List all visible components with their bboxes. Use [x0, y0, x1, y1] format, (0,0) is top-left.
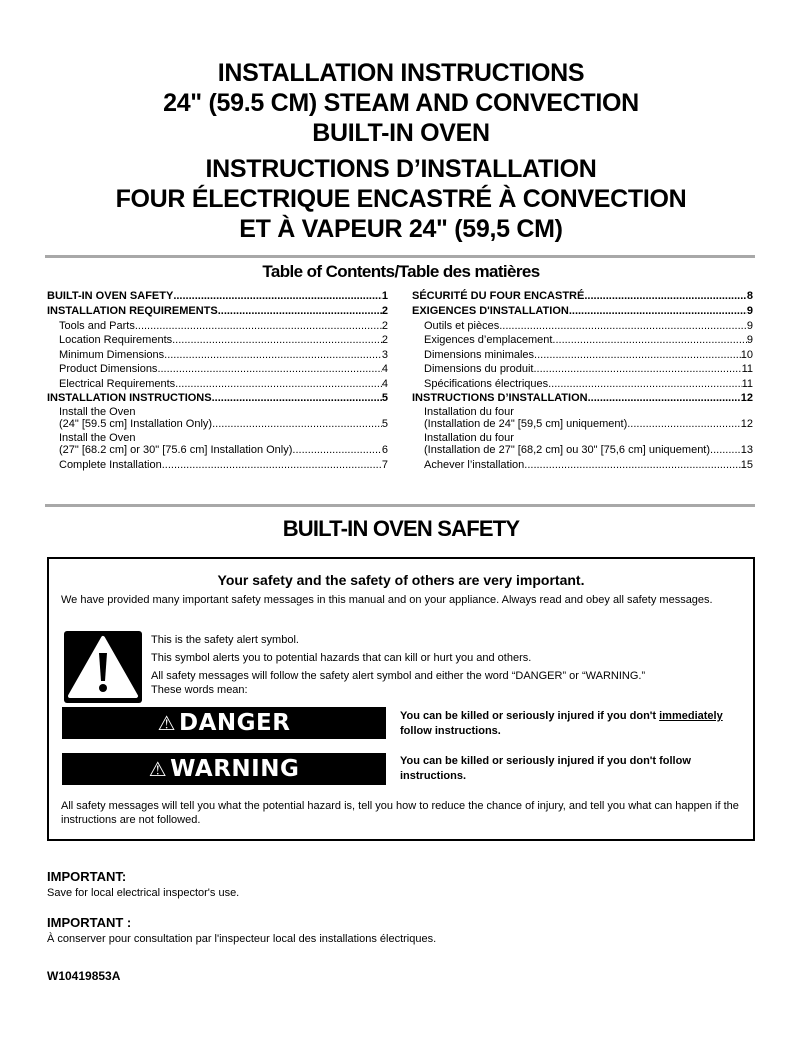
- toc-entry-title: (24" [59.5 cm] Installation Only): [59, 418, 213, 431]
- toc-page-number: 10: [740, 348, 753, 361]
- toc-entry[interactable]: [412, 444, 753, 456]
- toc-page-number: 5: [381, 418, 388, 431]
- toc-entry-title: Dimensions minimales: [424, 348, 535, 361]
- toc-entry[interactable]: [412, 391, 753, 406]
- dot-leader: [173, 289, 382, 304]
- dot-leader: [164, 348, 382, 362]
- toc-page-number: 9: [746, 305, 753, 317]
- danger-signal-word: [62, 707, 386, 739]
- divider: [45, 504, 755, 507]
- toc-entry-line1: Installation du four: [424, 432, 514, 445]
- warning-signal-word: [62, 753, 386, 785]
- divider: [45, 255, 755, 258]
- toc-entry[interactable]: [47, 333, 388, 347]
- toc-entry-title: INSTRUCTIONS D’INSTALLATION: [412, 392, 588, 405]
- toc-entry-title: INSTALLATION INSTRUCTIONS: [47, 392, 212, 405]
- dot-leader: [175, 377, 382, 391]
- toc-entry-title: Minimum Dimensions: [59, 348, 165, 361]
- danger-text-part: You can be killed or seriously injured if you don't: [400, 710, 660, 722]
- toc-entry-title: (Installation de 24" [59,5 cm] uniquement): [424, 418, 628, 431]
- dot-leader: [548, 377, 741, 391]
- important-text-en: Save for local electrical inspector's use.: [47, 887, 240, 899]
- toc-entry-title: (Installation de 27" [68,2 cm] ou 30" [75,6 cm] uniquement): [424, 444, 711, 457]
- toc-entry[interactable]: [412, 377, 753, 391]
- dot-leader: [218, 304, 382, 319]
- title-line: BUILT-IN OVEN: [312, 119, 490, 147]
- toc-page-number: 3: [381, 348, 388, 361]
- dot-leader: [292, 444, 381, 456]
- toc-page-number: 7: [381, 459, 388, 472]
- safety-intro: We have provided many important safety messages in this manual and on your appliance. Always read and obey all safety messages.: [61, 594, 713, 606]
- toc-entry[interactable]: [47, 348, 388, 362]
- toc-entry-title: Achever l’installation: [424, 459, 525, 472]
- dot-leader: [212, 391, 382, 406]
- toc-entry[interactable]: [412, 362, 753, 376]
- alert-line: All safety messages will follow the safety alert symbol and either the word “DANGER” or “WARNING.”: [151, 670, 646, 682]
- toc-page-number: 1: [381, 290, 388, 302]
- toc-entry-title: Location Requirements: [59, 334, 173, 347]
- toc-page-number: 2: [381, 320, 388, 332]
- warning-text: You can be killed or seriously injured if you don't follow instructions.: [400, 755, 691, 782]
- alert-line: This symbol alerts you to potential hazards that can kill or hurt you and others.: [151, 652, 532, 664]
- toc-entry-line1: Install the Oven: [59, 432, 136, 445]
- toc-page-number: 11: [741, 377, 753, 390]
- dot-leader: [172, 333, 382, 347]
- dot-leader: [162, 458, 382, 472]
- toc-entry[interactable]: [47, 362, 388, 376]
- toc-entry-title: Complete Installation: [59, 459, 162, 472]
- dot-leader: [569, 304, 747, 319]
- danger-text-part: follow instructions.: [400, 725, 501, 737]
- toc-page-number: 9: [746, 334, 753, 347]
- safety-footer: All safety messages will tell you what the potential hazard is, tell you how to reduce the chance of injury, and tell you what can happen if the instructions are not followed.: [61, 800, 739, 826]
- safety-box: [47, 557, 755, 841]
- toc-entry[interactable]: [412, 458, 753, 472]
- toc-entry[interactable]: [47, 377, 388, 391]
- dot-leader: [499, 319, 747, 333]
- dot-leader: [533, 362, 741, 376]
- important-label-fr: IMPORTANT :: [47, 915, 132, 930]
- danger-label: DANGER: [178, 710, 291, 736]
- toc-entry-title: (27" [68.2 cm] or 30" [75.6 cm] Installation Only): [59, 444, 293, 457]
- toc-entry-title: Spécifications électriques: [424, 377, 549, 390]
- toc-entry-title: BUILT-IN OVEN SAFETY: [47, 290, 174, 302]
- toc-page-number: 12: [740, 392, 753, 405]
- toc-entry[interactable]: [412, 304, 753, 319]
- title-line: 24" (59.5 CM) STEAM AND CONVECTION: [163, 89, 639, 117]
- dot-leader: [584, 289, 747, 304]
- toc-page-number: 8: [746, 290, 753, 302]
- alert-triangle-icon: ⚠: [148, 757, 168, 781]
- dot-leader: [157, 362, 381, 376]
- safety-alert-icon: [64, 631, 142, 703]
- toc-page-number: 11: [741, 363, 753, 376]
- toc-page-number: 4: [381, 363, 388, 376]
- title-fr: [0, 154, 802, 244]
- danger-text: [400, 709, 750, 739]
- title-line: FOUR ÉLECTRIQUE ENCASTRÉ À CONVECTION: [115, 185, 687, 213]
- toc-entry[interactable]: [47, 444, 388, 456]
- toc-page-number: 5: [381, 392, 388, 405]
- title-line: INSTRUCTIONS D’INSTALLATION: [205, 155, 597, 183]
- alert-explanation: [151, 633, 645, 697]
- title-en: [0, 58, 802, 148]
- toc-entry[interactable]: [47, 289, 388, 304]
- dot-leader: [552, 333, 746, 347]
- toc-page-number: 2: [381, 305, 388, 317]
- toc-entry[interactable]: [412, 333, 753, 347]
- important-text-fr: À conserver pour consultation par l'inspecteur local des installations électriques.: [47, 933, 437, 945]
- toc-entry-line1: Installation du four: [424, 406, 514, 419]
- toc-entry[interactable]: [47, 319, 388, 333]
- important-label-en: IMPORTANT:: [47, 869, 127, 884]
- toc-entry-title: Product Dimensions: [59, 363, 158, 376]
- dot-leader: [212, 418, 382, 430]
- toc-page-number: 9: [746, 320, 753, 332]
- dot-leader: [534, 348, 741, 362]
- toc-entry-title: SÉCURITÉ DU FOUR ENCASTRÉ: [412, 290, 585, 302]
- title-line: ET À VAPEUR 24" (59,5 CM): [239, 215, 563, 243]
- toc-entry-title: Electrical Requirements: [59, 377, 176, 390]
- section-heading: BUILT-IN OVEN SAFETY: [282, 516, 520, 541]
- toc-entry-title: Tools and Parts: [59, 320, 135, 332]
- document-title: [0, 58, 802, 244]
- toc-entry[interactable]: [412, 319, 753, 333]
- toc-entry[interactable]: [47, 391, 388, 406]
- dot-leader: [710, 444, 741, 456]
- toc-entry[interactable]: [412, 348, 753, 362]
- toc-page-number: 12: [740, 418, 753, 431]
- toc-entry-title: Exigences d’emplacement: [424, 334, 553, 347]
- toc-entry[interactable]: [47, 304, 388, 319]
- toc-entry-title: INSTALLATION REQUIREMENTS: [47, 305, 218, 317]
- alert-line: This is the safety alert symbol.: [151, 634, 299, 646]
- warning-label: WARNING: [170, 756, 300, 782]
- toc-french: [412, 289, 753, 472]
- toc-entry[interactable]: [412, 289, 753, 304]
- toc-page-number: 15: [740, 459, 753, 472]
- toc-english: [47, 289, 388, 472]
- danger-text-underlined: immediately: [659, 710, 723, 722]
- alert-line: These words mean:: [151, 684, 248, 696]
- toc-page-number: 6: [381, 444, 388, 457]
- toc-entry[interactable]: [412, 418, 753, 430]
- toc-entry[interactable]: [47, 418, 388, 430]
- title-line: INSTALLATION INSTRUCTIONS: [217, 59, 585, 87]
- toc-heading: Table of Contents/Table des matières: [262, 262, 540, 281]
- toc-entry-title: EXIGENCES D'INSTALLATION: [412, 305, 569, 317]
- safety-box-title: Your safety and the safety of others are very important.: [217, 572, 585, 588]
- toc-page-number: 4: [381, 377, 388, 390]
- toc-entry[interactable]: [47, 458, 388, 472]
- toc-entry-title: Outils et pièces: [424, 320, 500, 332]
- dot-leader: [135, 319, 382, 333]
- toc-page-number: 2: [381, 334, 388, 347]
- dot-leader: [524, 458, 740, 472]
- dot-leader: [627, 418, 741, 430]
- dot-leader: [588, 391, 741, 406]
- toc-entry-line1: Install the Oven: [59, 406, 136, 419]
- toc-page-number: 13: [740, 444, 753, 457]
- part-number: W10419853A: [47, 969, 121, 983]
- alert-triangle-icon: ⚠: [157, 711, 176, 735]
- toc-entry-title: Dimensions du produit: [424, 363, 534, 376]
